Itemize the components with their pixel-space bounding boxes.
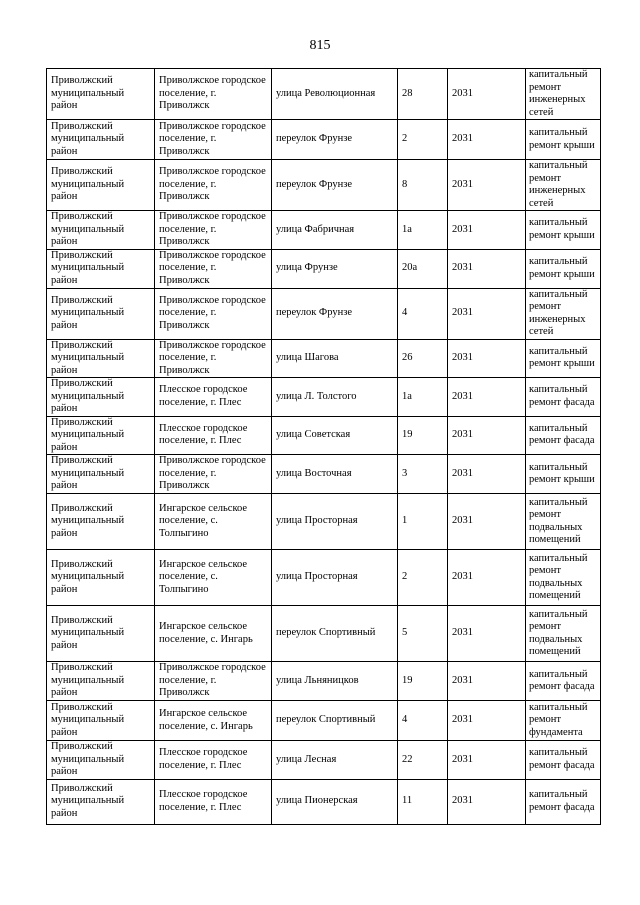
work-type-cell: капитальный ремонт подвальных помещений	[526, 606, 601, 662]
work-type-cell: капитальный ремонт подвальных помещений	[526, 494, 601, 550]
street-cell: переулок Спортивный	[272, 701, 398, 741]
year-cell: 2031	[448, 779, 526, 824]
street-cell: улица Пионерская	[272, 779, 398, 824]
district-cell: Приволжский муниципальный район	[47, 606, 155, 662]
district-cell: Приволжский муниципальный район	[47, 779, 155, 824]
house-number-cell: 4	[398, 288, 448, 339]
year-cell: 2031	[448, 701, 526, 741]
table-row	[47, 701, 601, 741]
house-number-cell: 19	[398, 416, 448, 455]
house-number-cell: 28	[398, 69, 448, 120]
table-row	[47, 494, 601, 550]
work-type-cell: капитальный ремонт фасада	[526, 416, 601, 455]
year-cell: 2031	[448, 662, 526, 701]
house-number-cell: 2	[398, 120, 448, 160]
table-row	[47, 288, 601, 339]
year-cell: 2031	[448, 339, 526, 378]
settlement-cell: Ингарское сельское поселение, с. Толпыгино	[155, 550, 272, 606]
house-number-cell: 2	[398, 550, 448, 606]
district-cell: Приволжский муниципальный район	[47, 339, 155, 378]
work-type-cell: капитальный ремонт инженерных сетей	[526, 288, 601, 339]
work-type-cell: капитальный ремонт крыши	[526, 339, 601, 378]
settlement-cell: Плесское городское поселение, г. Плес	[155, 741, 272, 780]
table-row	[47, 416, 601, 455]
year-cell: 2031	[448, 211, 526, 250]
house-number-cell: 1	[398, 494, 448, 550]
year-cell: 2031	[448, 606, 526, 662]
year-cell: 2031	[448, 494, 526, 550]
house-number-cell: 1а	[398, 378, 448, 417]
house-number-cell: 22	[398, 741, 448, 780]
house-number-cell: 5	[398, 606, 448, 662]
year-cell: 2031	[448, 455, 526, 494]
work-type-cell: капитальный ремонт крыши	[526, 455, 601, 494]
table-row	[47, 69, 601, 120]
table-row	[47, 779, 601, 824]
year-cell: 2031	[448, 741, 526, 780]
work-type-cell: капитальный ремонт фасада	[526, 378, 601, 417]
district-cell: Приволжский муниципальный район	[47, 741, 155, 780]
table-row	[47, 120, 601, 160]
district-cell: Приволжский муниципальный район	[47, 416, 155, 455]
settlement-cell: Приволжское городское поселение, г. Приволжск	[155, 120, 272, 160]
settlement-cell: Приволжское городское поселение, г. Приволжск	[155, 662, 272, 701]
work-type-cell: капитальный ремонт инженерных сетей	[526, 69, 601, 120]
district-cell: Приволжский муниципальный район	[47, 211, 155, 250]
year-cell: 2031	[448, 378, 526, 417]
district-cell: Приволжский муниципальный район	[47, 288, 155, 339]
district-cell: Приволжский муниципальный район	[47, 120, 155, 160]
street-cell: переулок Фрунзе	[272, 120, 398, 160]
table-row	[47, 662, 601, 701]
settlement-cell: Ингарское сельское поселение, с. Ингарь	[155, 701, 272, 741]
settlement-cell: Плесское городское поселение, г. Плес	[155, 416, 272, 455]
work-type-cell: капитальный ремонт крыши	[526, 211, 601, 250]
settlement-cell: Приволжское городское поселение, г. Приволжск	[155, 288, 272, 339]
settlement-cell: Приволжское городское поселение, г. Приволжск	[155, 339, 272, 378]
street-cell: улица Восточная	[272, 455, 398, 494]
district-cell: Приволжский муниципальный район	[47, 455, 155, 494]
street-cell: улица Лесная	[272, 741, 398, 780]
street-cell: улица Л. Толстого	[272, 378, 398, 417]
year-cell: 2031	[448, 69, 526, 120]
settlement-cell: Ингарское сельское поселение, с. Ингарь	[155, 606, 272, 662]
street-cell: улица Льняницков	[272, 662, 398, 701]
work-type-cell: капитальный ремонт фасада	[526, 779, 601, 824]
work-type-cell: капитальный ремонт фасада	[526, 741, 601, 780]
district-cell: Приволжский муниципальный район	[47, 550, 155, 606]
settlement-cell: Плесское городское поселение, г. Плес	[155, 779, 272, 824]
settlement-cell: Плесское городское поселение, г. Плес	[155, 378, 272, 417]
district-cell: Приволжский муниципальный район	[47, 494, 155, 550]
street-cell: улица Фрунзе	[272, 249, 398, 288]
house-number-cell: 19	[398, 662, 448, 701]
year-cell: 2031	[448, 160, 526, 211]
table-body	[47, 69, 601, 825]
street-cell: улица Советская	[272, 416, 398, 455]
table-row	[47, 211, 601, 250]
table-row	[47, 249, 601, 288]
table-row	[47, 741, 601, 780]
work-type-cell: капитальный ремонт фасада	[526, 662, 601, 701]
street-cell: улица Революционная	[272, 69, 398, 120]
work-type-cell: капитальный ремонт крыши	[526, 249, 601, 288]
district-cell: Приволжский муниципальный район	[47, 249, 155, 288]
district-cell: Приволжский муниципальный район	[47, 69, 155, 120]
work-type-cell: капитальный ремонт крыши	[526, 120, 601, 160]
street-cell: улица Просторная	[272, 550, 398, 606]
district-cell: Приволжский муниципальный район	[47, 701, 155, 741]
street-cell: улица Шагова	[272, 339, 398, 378]
street-cell: улица Фабричная	[272, 211, 398, 250]
house-number-cell: 8	[398, 160, 448, 211]
street-cell: переулок Фрунзе	[272, 160, 398, 211]
table-row	[47, 550, 601, 606]
house-number-cell: 11	[398, 779, 448, 824]
settlement-cell: Приволжское городское поселение, г. Приволжск	[155, 69, 272, 120]
work-type-cell: капитальный ремонт фундамента	[526, 701, 601, 741]
page-number: 815	[309, 38, 331, 53]
district-cell: Приволжский муниципальный район	[47, 160, 155, 211]
table-row	[47, 339, 601, 378]
house-number-cell: 1а	[398, 211, 448, 250]
house-number-cell: 20а	[398, 249, 448, 288]
table-row	[47, 160, 601, 211]
year-cell: 2031	[448, 288, 526, 339]
work-type-cell: капитальный ремонт инженерных сетей	[526, 160, 601, 211]
settlement-cell: Приволжское городское поселение, г. Приволжск	[155, 249, 272, 288]
year-cell: 2031	[448, 550, 526, 606]
year-cell: 2031	[448, 120, 526, 160]
district-cell: Приволжский муниципальный район	[47, 378, 155, 417]
year-cell: 2031	[448, 416, 526, 455]
year-cell: 2031	[448, 249, 526, 288]
table-row	[47, 606, 601, 662]
table-row	[47, 378, 601, 417]
work-type-cell: капитальный ремонт подвальных помещений	[526, 550, 601, 606]
settlement-cell: Приволжское городское поселение, г. Приволжск	[155, 455, 272, 494]
street-cell: улица Просторная	[272, 494, 398, 550]
house-number-cell: 26	[398, 339, 448, 378]
buildings-table	[46, 68, 601, 825]
settlement-cell: Ингарское сельское поселение, с. Толпыгино	[155, 494, 272, 550]
street-cell: переулок Спортивный	[272, 606, 398, 662]
settlement-cell: Приволжское городское поселение, г. Приволжск	[155, 160, 272, 211]
district-cell: Приволжский муниципальный район	[47, 662, 155, 701]
street-cell: переулок Фрунзе	[272, 288, 398, 339]
table-row	[47, 455, 601, 494]
settlement-cell: Приволжское городское поселение, г. Приволжск	[155, 211, 272, 250]
house-number-cell: 4	[398, 701, 448, 741]
house-number-cell: 3	[398, 455, 448, 494]
